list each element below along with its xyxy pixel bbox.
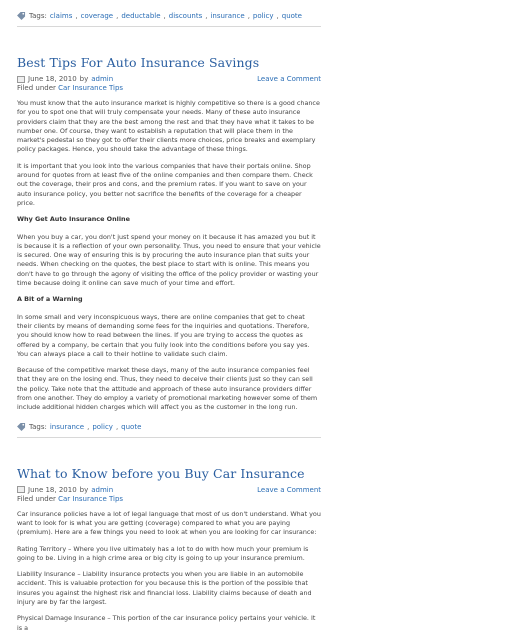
- tags-label: Tags:: [29, 422, 47, 431]
- post-date: June 18, 2010: [28, 485, 77, 494]
- tag-link[interactable]: policy: [252, 12, 274, 20]
- paragraph: Liability Insurance – Liability insurance protects you when you are liable in an automobile accident. This is valuable protection for you because this is the portion of the possible that insures you against the highest risk and financial loss. Liability claims because of death and injury are by far the largest.: [17, 570, 312, 606]
- tags-row: Tags: claims , coverage , deductable , discounts , insurance , policy , quote: [17, 9, 321, 23]
- paragraph: Rating Territory – Where you live ultimately has a lot to do with how much your premium is going to be. Living in a high crime area or big city is going to up your insurance premium.: [17, 544, 309, 562]
- by-label: by: [79, 75, 89, 83]
- post-meta: [17, 74, 321, 84]
- subheading: A Bit of a Warning: [17, 295, 83, 304]
- content-column: [12, 0, 326, 633]
- paragraph: Car insurance policies have a lot of legal language that most of us don't understand. What you want to look for is what you are getting (coverage) compared to what you are paying (premium). Here are a few things you need to look at when you are looking for car insurance:: [17, 509, 321, 537]
- post-title[interactable]: Best Tips For Auto Insurance Savings: [17, 55, 260, 70]
- subheading: Why Get Auto Insurance Online: [17, 215, 130, 224]
- tag-link[interactable]: deductable: [121, 12, 161, 20]
- tag-link[interactable]: claims: [49, 12, 73, 20]
- post-title[interactable]: What to Know before you Buy Car Insurance: [17, 465, 305, 481]
- tag-link[interactable]: discounts: [168, 12, 203, 20]
- filed-under: [17, 84, 321, 94]
- paragraph: You must know that the auto insurance market is highly competitive so there is a good chance for you to spot one that will truly compensate your needs. Many of these auto insurance providers claim that they are the best among the rest and that they have what it takes to be number one. Of course, they want to establish a reputation that will place them in the market's pedestal so they got to offer their clients more choices, price breaks and exemplary policy packages. Hence, you should take the advantage of these things.: [17, 99, 320, 154]
- post-body: [17, 99, 321, 413]
- paragraph: In some small and very inconspicuous ways, there are online companies that get to cheat their clients by means of demanding some fees for the inquiries and quotations. Therefore, you should know how to read between the lines. If you are trying to access the quotes as offered by a company, be certain that you fully look into the conditions before you say yes. You can always place a call to their hotline to validate such claim.: [17, 312, 310, 358]
- tag-icon: [17, 12, 26, 20]
- tags-label: Tags:: [29, 12, 47, 20]
- author-link[interactable]: admin: [91, 485, 114, 494]
- post-body: [17, 510, 321, 633]
- tag-icon: [17, 423, 26, 431]
- paragraph: Because of the competitive market these days, many of the auto insurance companies feel that they are on the losing end. Thus, they need to deceive their clients just so they can sell the policy. Take note that the attitude and approach of these auto insurance providers differ from one another. They do employ a variety of promotional marketing however some of them include additional hidden charges which will affect you as the customer in the long run.: [17, 366, 318, 412]
- sidebar-area: [327, 0, 510, 600]
- previous-post-footer: [12, 0, 326, 27]
- tag-link[interactable]: insurance: [49, 422, 85, 431]
- tag-link[interactable]: quote: [281, 12, 302, 20]
- paragraph: When you buy a car, you don't just spend your money on it because it has amazed you but it is because it is a reflection of your own personality. Thus, you need to ensure that your vehicle is secured. One way of ensuring this is by procuring the auto insurance plan that suits your needs. When checking on the quotes, the best place to start with is online. This means you don't have to go through the agony of visiting the office of the policy provider or wasting your time because doing it online can save much of your time and effort.: [17, 232, 321, 288]
- post-meta: [17, 485, 321, 495]
- tag-link[interactable]: policy: [92, 422, 113, 431]
- leave-comment-link[interactable]: Leave a Comment: [257, 485, 321, 494]
- post-article: [12, 438, 326, 633]
- by-label: by: [79, 485, 89, 494]
- post-date: June 18, 2010: [28, 75, 77, 83]
- paragraph: It is important that you look into the various companies that have their portals online. Shop around for quotes from at least five of the online companies and then compare them. Check out the coverage, their pros and cons, and the premium rates. If you want to save on your auto insurance policy, you better not sacrifice the benefits of the coverage for a cheaper price.: [17, 161, 313, 207]
- paragraph: Physical Damage Insurance – This portion of the car insurance policy pertains your vehicle. It is a: [17, 614, 316, 632]
- post-article: [12, 27, 326, 438]
- category-link[interactable]: Car Insurance Tips: [58, 84, 124, 92]
- tag-link[interactable]: insurance: [210, 12, 245, 20]
- tag-link[interactable]: quote: [121, 422, 142, 431]
- filed-label: Filed under: [17, 84, 56, 92]
- tags-row: Tags: insurance , policy , quote: [17, 420, 321, 434]
- category-link[interactable]: Car Insurance Tips: [58, 494, 124, 503]
- calendar-icon: [17, 76, 25, 83]
- tag-link[interactable]: coverage: [80, 12, 114, 20]
- leave-comment-link[interactable]: Leave a Comment: [257, 75, 321, 83]
- author-link[interactable]: admin: [91, 75, 114, 83]
- filed-under: [17, 495, 321, 505]
- filed-label: Filed under: [17, 494, 56, 503]
- calendar-icon: [17, 486, 25, 493]
